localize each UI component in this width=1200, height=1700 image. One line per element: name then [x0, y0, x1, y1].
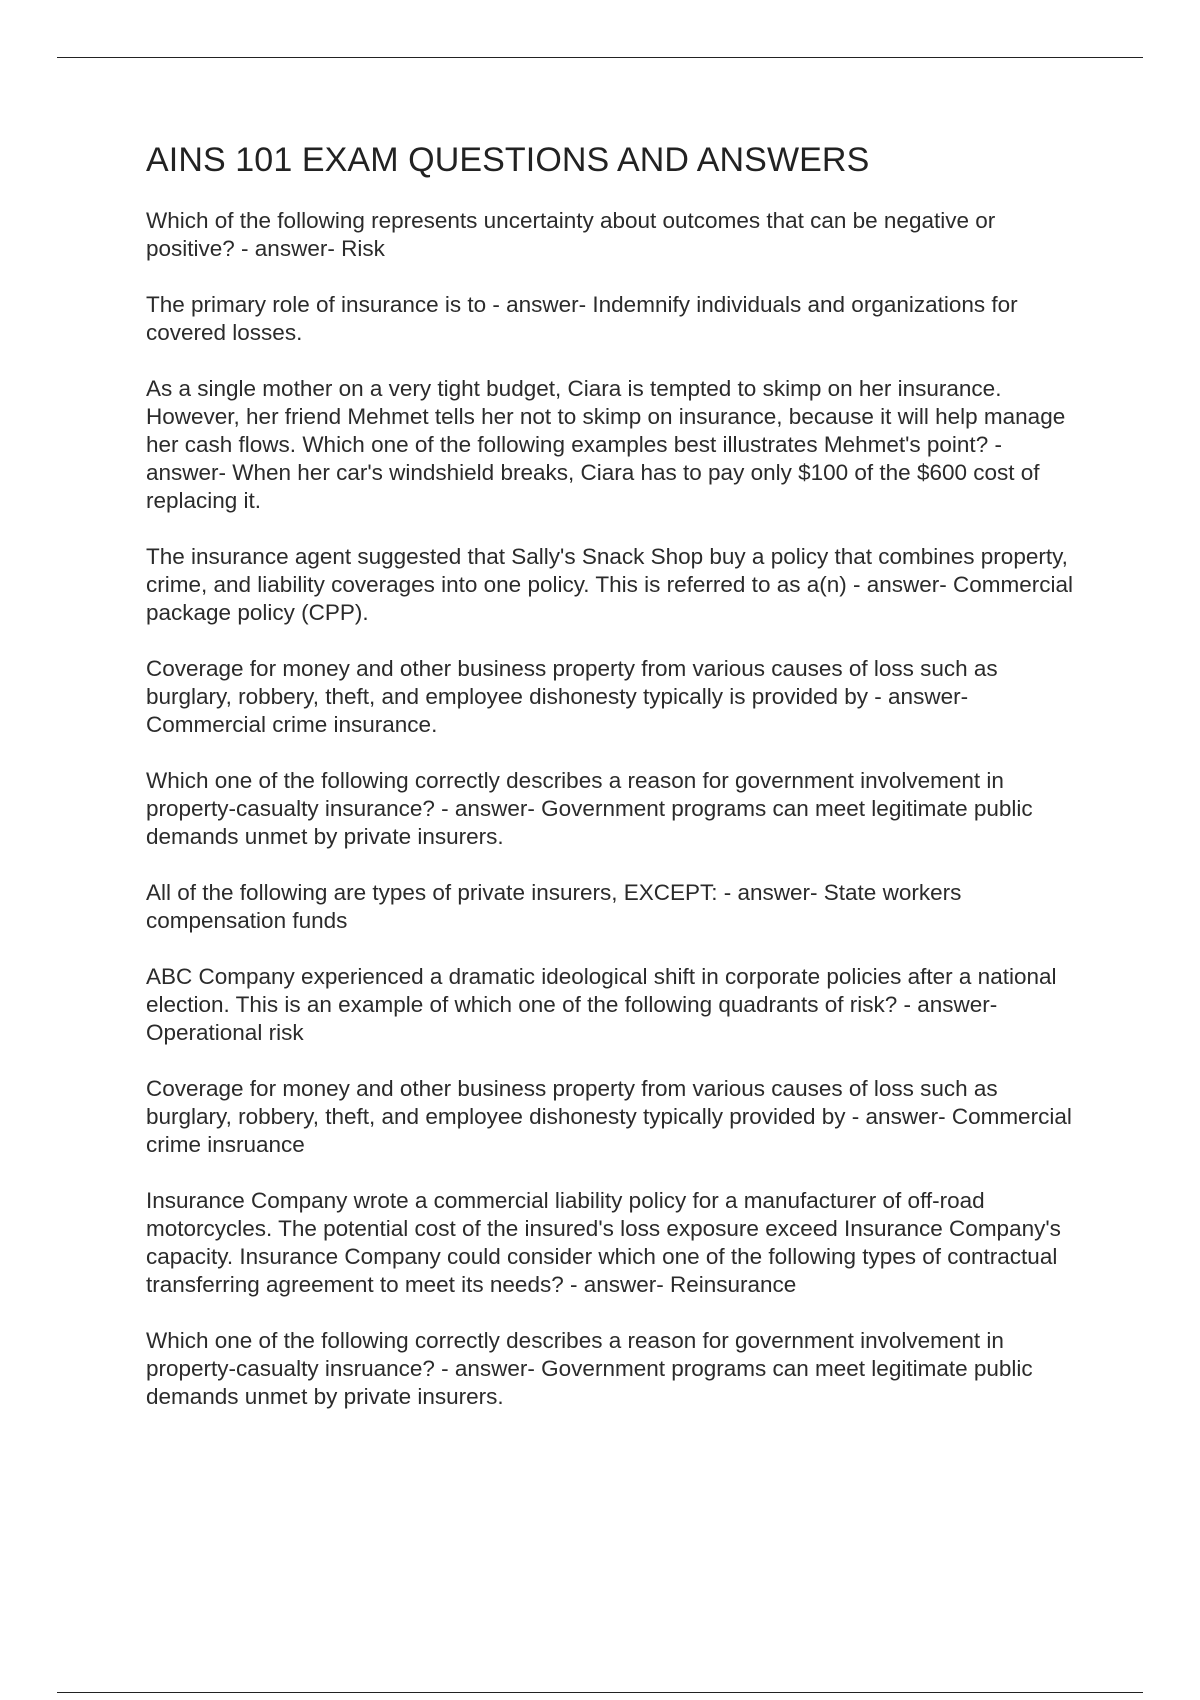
qa-entry-7: All of the following are types of private insurers, EXCEPT: - answer- State workers compensation funds: [146, 879, 962, 933]
qa-entry-11: Which one of the following correctly describes a reason for government involvement in property-casualty insruance? - answer- Government programs can meet legitimate public demands unmet by private insurers.: [146, 1327, 1033, 1409]
qa-entry-6: Which one of the following correctly describes a reason for government involvement in property-casualty insurance? - answer- Government programs can meet legitimate public demands unmet by private insurers.: [146, 767, 1033, 849]
qa-entry-10: Insurance Company wrote a commercial liability policy for a manufacturer of off-road motorcycles. The potential cost of the insured's loss exposure exceed Insurance Company's capacity. Insurance Company could consider which one of the following types of contractual transferring agreement to meet its needs? - answer- Reinsurance: [146, 1187, 1061, 1297]
document-body: [146, 140, 1086, 1439]
top-rule: [57, 57, 1143, 58]
bottom-rule: [57, 1692, 1143, 1693]
qa-entry-4: The insurance agent suggested that Sally's Snack Shop buy a policy that combines property, crime, and liability coverages into one policy. This is referred to as a(n) - answer- Commercial package policy (CPP).: [146, 543, 1074, 625]
qa-entry-9: Coverage for money and other business property from various causes of loss such as burglary, robbery, theft, and employee dishonesty typically provided by - answer- Commercial crime insruance: [146, 1075, 1072, 1157]
document-title: AINS 101 EXAM QUESTIONS AND ANSWERS: [146, 141, 870, 179]
qa-entry-3: As a single mother on a very tight budget, Ciara is tempted to skimp on her insurance. However, her friend Mehmet tells her not to skimp on insurance, because it will help manage her cash flows. Which one of the following examples best illustrates Mehmet's point? - answer- When her car's windshield breaks, Ciara has to pay only $100 of the $600 cost of replacing it.: [146, 375, 1066, 513]
qa-entry-8: ABC Company experienced a dramatic ideological shift in corporate policies after a national election. This is an example of which one of the following quadrants of risk? - answer- Operational risk: [146, 963, 1057, 1045]
qa-entry-5: Coverage for money and other business property from various causes of loss such as burglary, robbery, theft, and employee dishonesty typically is provided by - answer- Commercial crime insurance.: [146, 655, 998, 737]
qa-entry-1: Which of the following represents uncertainty about outcomes that can be negative or positive? - answer- Risk: [146, 207, 996, 261]
qa-entry-2: The primary role of insurance is to - answer- Indemnify individuals and organizations for covered losses.: [146, 291, 1018, 345]
